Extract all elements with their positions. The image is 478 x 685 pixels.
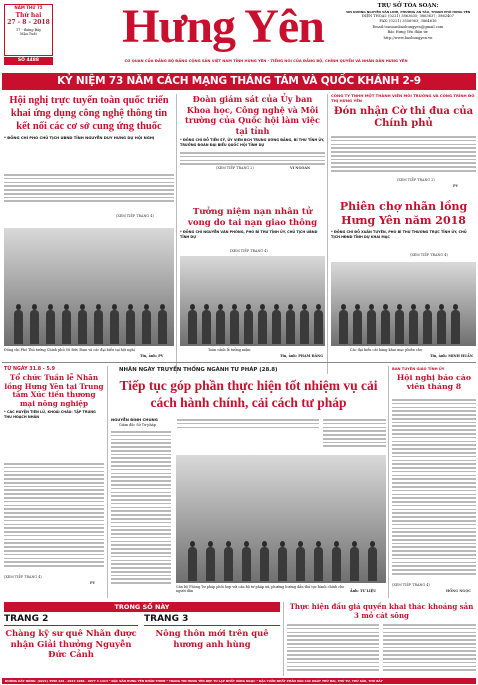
article-justice-body [111, 431, 171, 589]
divider [107, 366, 108, 598]
article-supervision-body [180, 152, 325, 166]
article-supervision-byline: * ĐỒNG CHÍ ĐỖ TIẾN SỸ, ỦY VIÊN BCH TRUNG ƯƠNG ĐẢNG, BÍ THƯ TỈNH ỦY, TRƯỞNG ĐOÀN ĐẠI BIỂU QUỐC HỘI TỈNH DỰ [180, 138, 325, 147]
issue-year: NĂM THỨ 75 [14, 5, 43, 10]
office-website[interactable]: http://www.baohungyen.vn [383, 35, 433, 40]
photo-longan-caption: Các đại biểu cắt băng khai mạc phiên chợ [350, 348, 422, 352]
article-supervision-continued[interactable]: (XEM TIẾP TRANG 2) [216, 166, 254, 170]
photo-ict-conference[interactable] [4, 228, 174, 346]
office-info [342, 3, 474, 41]
photo-traffic-memorial[interactable] [180, 256, 325, 346]
anniversary-banner: KỶ NIỆM 73 NĂM CÁCH MẠNG THÁNG TÁM VÀ QUỐC KHÁNH 2-9 [2, 73, 476, 90]
teaser-page-3[interactable] [144, 614, 280, 676]
divider [176, 94, 177, 374]
article-justice-body-col3 [323, 419, 386, 453]
article-reporters-continued[interactable]: (XEM TIẾP TRANG 4) [392, 583, 430, 587]
office-fax: FAX: (0221) 3556963; 3864616 [379, 19, 437, 24]
teaser-page-2-title[interactable]: Chàng kỹ sư quê Nhãn được nhận Giải thưởng Nguyễn Đức Cảnh [5, 628, 137, 659]
article-week-byline: * CÁC HUYỆN TIÊN LỮ, KHOÁI CHÂU: TẬP TRUNG THU HOẠCH NHÃN [4, 410, 96, 419]
article-reporters [392, 367, 476, 599]
article-supervision-author: VI NGOAN [290, 166, 311, 170]
article-reporters-author: HỒNG NGỌC [446, 589, 471, 593]
article-justice-kicker: NHÂN NGÀY TRUYỀN THỐNG NGÀNH TƯ PHÁP (28.8) [119, 367, 278, 373]
article-longan-continued[interactable]: (XEM TIẾP TRANG 4) [410, 253, 448, 257]
article-emulation-author: PV [453, 184, 459, 188]
article-emulation-kicker: CÔNG TY TNHH MỘT THÀNH VIÊN MÔI TRƯỜNG VÀ CÔNG TRÌNH ĐÔ THỊ HƯNG YÊN [331, 93, 475, 103]
article-mining-body-right [383, 624, 476, 674]
teaser-page-2[interactable] [4, 614, 138, 676]
issue-date: Thứ hai 27 - 8 - 2018 [7, 12, 50, 27]
photo-ict-credit: Tin, ảnh: PV [140, 354, 164, 358]
photo-ict-caption: Đồng chí Phó Thủ tướng Chính phủ Vũ Đức Đam và các đại biểu tại hội nghị [4, 348, 135, 352]
photo-longan-market[interactable] [331, 262, 476, 346]
office-email[interactable]: Email:toasoanbaohungyen@gmail.com [372, 24, 444, 29]
masthead-subtitle: CƠ QUAN CỦA ĐẢNG BỘ ĐẢNG CỘNG SẢN VIỆT NAM TỈNH HƯNG YÊN - TIẾNG NÓI CỦA ĐẢNG BỘ, CHÍNH QUYỀN VÀ NHÂN DÂN HƯNG YÊN [124, 59, 408, 63]
divider [283, 602, 284, 676]
office-phone: ĐIỆN THOẠI: (0221) 3863635; 3863637; 3862407 [362, 13, 454, 18]
article-week-continued[interactable]: (XEM TIẾP TRANG 4) [4, 575, 42, 579]
article-supervision-headline[interactable]: Đoàn giám sát của Ủy ban Khoa học, Công nghệ và Môi trường của Quốc hội làm việc tại tỉnh [185, 94, 320, 136]
article-justice-body-right [177, 419, 319, 433]
photo-traffic-credit: Tin, ảnh: PHẠM ĐĂNG [280, 354, 324, 358]
divider [388, 366, 389, 598]
article-justice-headline[interactable]: Tiếp tục góp phần thực hiện tốt nhiệm vụ cải cách hành chính, cải cách tư pháp [119, 378, 378, 410]
article-longan-week [4, 367, 104, 599]
article-reporters-body [392, 399, 476, 581]
footer-strip: ĐƯỜNG DÂY NÓNG: (0221) 3556 226 - 0913 1989 - 0977 4 1413 * ĐẶC SẢN HƯNG YÊN NHÃN THƠM * TRANG TIN HƯNG YÊN ĐẸP TƯ LẠP NHẤT VÀNG NGỌC * ĐẶC TUẦN NHẤT PHẢN VÀO CÁC NGÀY THỨ HAI, THỨ TƯ, THỨ SÁU, THỨ BẢY [2, 678, 476, 684]
office-address: 305 ĐƯỜNG NGUYỄN VĂN LINH, PHƯỜNG AN TẢO, THÀNH PHỐ HƯNG YÊN [345, 9, 471, 14]
issue-number: SỐ 4488 [4, 57, 53, 65]
article-emulation-continued[interactable]: (XEM TIẾP TRANG 2) [397, 178, 435, 182]
article-week-headline[interactable]: Tổ chức Tuần lễ Nhãn lồng Hưng Yên tại Trung tâm Xúc tiến thương mại nông nghiệp [4, 373, 104, 408]
office-title: TRỤ SỞ TÒA SOẠN: [377, 3, 439, 9]
article-reporters-headline[interactable]: Hội nghị báo cáo viên tháng 8 [396, 372, 472, 392]
divider [327, 94, 328, 374]
article-longan-market [331, 200, 476, 260]
article-traffic-continued[interactable]: (XEM TIẾP TRANG 4) [230, 249, 268, 253]
teaser-page-3-label: TRANG 3 [144, 614, 280, 626]
article-justice-author: NGUYỄN ĐÌNH CHUNG [111, 417, 158, 422]
article-emulation-headline[interactable]: Đón nhận Cờ thi đua của Chính phủ [333, 105, 474, 129]
teaser-page-3-title[interactable]: Nông thôn mới trên quê hương anh hùng [155, 628, 269, 649]
article-ict-continued[interactable]: (XEM TIẾP TRANG 4) [116, 214, 154, 218]
divider [2, 362, 476, 363]
article-longan-byline: * ĐỒNG CHÍ ĐỖ XUÂN TUYÊN, PHÓ BÍ THƯ THƯỜNG TRỰC TỈNH ỦY, CHỦ TỊCH HĐND TỈNH DỰ KHAI MẠC [331, 230, 467, 239]
photo-traffic-caption: Toàn cảnh lễ tưởng niệm [208, 348, 251, 352]
in-this-issue-header: TRONG SỐ NÀY [4, 602, 280, 612]
photo-justice-caption: Cán bộ Phòng Tư pháp phối hợp với cán bộ tư pháp xã, phường hướng dẫn thủ tục hành chính cho người dân [176, 585, 345, 594]
article-mining-body [287, 624, 379, 674]
article-emulation-flag [331, 94, 476, 190]
article-week-kicker: TỪ NGÀY 31.8 - 5.9 [4, 367, 55, 372]
issue-box [4, 4, 53, 56]
photo-justice-staff[interactable] [176, 455, 386, 583]
article-longan-headline[interactable]: Phiên chợ nhãn lồng Hưng Yên năm 2018 [339, 200, 468, 227]
article-week-body [4, 463, 104, 573]
newspaper-title: Hưng Yên [122, 0, 324, 53]
photo-justice-credit: Ảnh: TƯ LIỆU [350, 589, 377, 593]
article-ict-byline: * ĐỒNG CHÍ PHÓ CHỦ TỊCH UBND TỈNH NGUYỄN DUY HƯNG DỰ HỘI NGHỊ [4, 136, 155, 140]
photo-longan-credit: Tin, ảnh: MINH HUẤN [430, 354, 473, 358]
teaser-page-2-label: TRANG 2 [4, 614, 138, 626]
article-mining-headline[interactable]: Thực hiện đấu giá quyền khai thác khoáng sản 3 mỏ cát sông [289, 602, 474, 620]
article-ict-body [4, 174, 174, 208]
article-mining-auction [287, 602, 476, 676]
office-epaper-label: Báo Hưng Yên điện tử: [387, 30, 429, 35]
article-traffic-memorial [180, 207, 325, 243]
article-justice-author-title: Giám đốc Sở Tư pháp [119, 423, 156, 427]
article-ict-headline[interactable]: Hội nghị trực tuyến toàn quốc triển khai ứng dụng công nghệ thông tin kết nối các cơ sở cung ứng thuốc [9, 95, 169, 132]
issue-lunar: 17 - tháng Bảy Mậu Tuất [15, 28, 42, 37]
article-week-author: PV [90, 581, 96, 585]
article-ict-pharmacy [4, 94, 174, 226]
article-emulation-body [331, 136, 476, 176]
article-traffic-byline: * ĐỒNG CHÍ NGUYỄN VĂN PHÓNG, PHÓ BÍ THƯ TỈNH ỦY, CHỦ TỊCH UBND TỈNH DỰ [180, 230, 318, 239]
masthead [0, 0, 478, 73]
article-reporters-kicker: BAN TUYÊN GIÁO TỈNH ỦY [392, 367, 445, 371]
article-traffic-headline[interactable]: Tưởng niệm nạn nhân tử vong do tai nạn giao thông [187, 207, 318, 228]
